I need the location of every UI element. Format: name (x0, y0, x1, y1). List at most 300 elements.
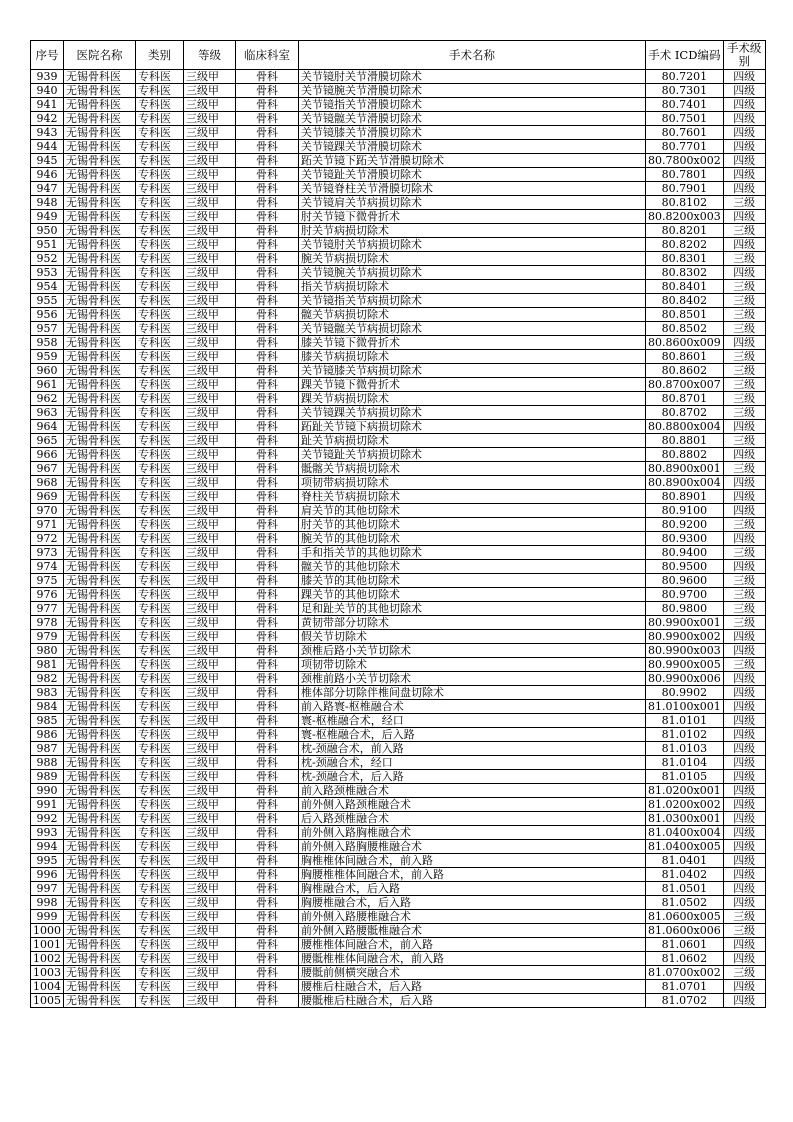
table-row (31, 252, 766, 266)
cell-no: 992 (31, 812, 64, 826)
table-row (31, 462, 766, 476)
cell-category: 专科医 (136, 448, 184, 462)
cell-no: 956 (31, 308, 64, 322)
cell-surgery-name: 腰骶椎后柱融合术，后入路 (299, 994, 646, 1008)
cell-hospital: 无锡骨科医 (64, 252, 136, 266)
cell-department: 骨科 (236, 308, 299, 322)
table-row (31, 476, 766, 490)
cell-level: 三级甲 (184, 714, 236, 728)
cell-level: 三级甲 (184, 952, 236, 966)
cell-icd-code: 80.8900x004 (646, 476, 724, 490)
cell-grade: 四级 (723, 84, 765, 98)
cell-no: 973 (31, 546, 64, 560)
cell-department: 骨科 (236, 938, 299, 952)
cell-level: 三级甲 (184, 616, 236, 630)
cell-hospital: 无锡骨科医 (64, 84, 136, 98)
cell-level: 三级甲 (184, 98, 236, 112)
header-level: 等级 (184, 41, 236, 70)
cell-icd-code: 81.0700x002 (646, 966, 724, 980)
cell-grade: 四级 (723, 266, 765, 280)
cell-icd-code: 81.0702 (646, 994, 724, 1008)
cell-icd-code: 80.9902 (646, 686, 724, 700)
cell-no: 979 (31, 630, 64, 644)
cell-no: 942 (31, 112, 64, 126)
cell-icd-code: 80.8601 (646, 350, 724, 364)
cell-hospital: 无锡骨科医 (64, 560, 136, 574)
cell-grade: 三级 (723, 378, 765, 392)
cell-icd-code: 80.7701 (646, 140, 724, 154)
cell-surgery-name: 踝关节的其他切除术 (299, 588, 646, 602)
cell-surgery-name: 胸腰椎椎体间融合术，前入路 (299, 868, 646, 882)
cell-surgery-name: 关节镜踝关节病损切除术 (299, 406, 646, 420)
table-row (31, 700, 766, 714)
cell-level: 三级甲 (184, 728, 236, 742)
cell-category: 专科医 (136, 378, 184, 392)
cell-department: 骨科 (236, 574, 299, 588)
cell-icd-code: 80.7800x002 (646, 154, 724, 168)
cell-no: 994 (31, 840, 64, 854)
cell-grade: 三级 (723, 364, 765, 378)
cell-department: 骨科 (236, 840, 299, 854)
table-row (31, 658, 766, 672)
cell-department: 骨科 (236, 140, 299, 154)
cell-icd-code: 80.8602 (646, 364, 724, 378)
cell-department: 骨科 (236, 714, 299, 728)
cell-department: 骨科 (236, 238, 299, 252)
cell-surgery-name: 关节镜踝关节滑膜切除术 (299, 140, 646, 154)
cell-level: 三级甲 (184, 252, 236, 266)
cell-department: 骨科 (236, 952, 299, 966)
cell-icd-code: 80.9400 (646, 546, 724, 560)
cell-category: 专科医 (136, 574, 184, 588)
cell-icd-code: 81.0400x005 (646, 840, 724, 854)
header-grade: 手术级别 (723, 41, 765, 70)
cell-icd-code: 80.9900x002 (646, 630, 724, 644)
cell-category: 专科医 (136, 686, 184, 700)
cell-surgery-name: 腰骶前侧横突融合术 (299, 966, 646, 980)
cell-category: 专科医 (136, 770, 184, 784)
cell-department: 骨科 (236, 266, 299, 280)
cell-hospital: 无锡骨科医 (64, 770, 136, 784)
cell-surgery-name: 骶髂关节病损切除术 (299, 462, 646, 476)
cell-hospital: 无锡骨科医 (64, 350, 136, 364)
table-row (31, 112, 766, 126)
cell-icd-code: 80.9500 (646, 560, 724, 574)
cell-surgery-name: 关节镜腕关节病损切除术 (299, 266, 646, 280)
cell-department: 骨科 (236, 84, 299, 98)
cell-hospital: 无锡骨科医 (64, 406, 136, 420)
cell-no: 1003 (31, 966, 64, 980)
cell-icd-code: 81.0401 (646, 854, 724, 868)
cell-level: 三级甲 (184, 812, 236, 826)
cell-hospital: 无锡骨科医 (64, 378, 136, 392)
table-row (31, 70, 766, 84)
cell-surgery-name: 胸椎椎体间融合术，前入路 (299, 854, 646, 868)
table-row (31, 392, 766, 406)
cell-level: 三级甲 (184, 798, 236, 812)
cell-surgery-name: 关节镜指关节滑膜切除术 (299, 98, 646, 112)
cell-grade: 三级 (723, 294, 765, 308)
cell-level: 三级甲 (184, 546, 236, 560)
cell-hospital: 无锡骨科医 (64, 826, 136, 840)
cell-category: 专科医 (136, 154, 184, 168)
cell-surgery-name: 颈椎前路小关节切除术 (299, 672, 646, 686)
cell-hospital: 无锡骨科医 (64, 840, 136, 854)
cell-no: 993 (31, 826, 64, 840)
table-row (31, 952, 766, 966)
cell-level: 三级甲 (184, 140, 236, 154)
cell-department: 骨科 (236, 546, 299, 560)
table-row (31, 364, 766, 378)
table-row (31, 574, 766, 588)
table-row (31, 980, 766, 994)
cell-no: 963 (31, 406, 64, 420)
cell-grade: 四级 (723, 154, 765, 168)
cell-surgery-name: 关节镜髋关节病损切除术 (299, 322, 646, 336)
cell-department: 骨科 (236, 322, 299, 336)
cell-surgery-name: 关节镜肘关节病损切除术 (299, 238, 646, 252)
cell-grade: 四级 (723, 238, 765, 252)
cell-department: 骨科 (236, 98, 299, 112)
table-row (31, 504, 766, 518)
header-hospital: 医院名称 (64, 41, 136, 70)
cell-hospital: 无锡骨科医 (64, 308, 136, 322)
cell-hospital: 无锡骨科医 (64, 588, 136, 602)
cell-department: 骨科 (236, 784, 299, 798)
cell-category: 专科医 (136, 112, 184, 126)
cell-surgery-name: 胸腰椎融合术，后入路 (299, 896, 646, 910)
cell-level: 三级甲 (184, 224, 236, 238)
cell-grade: 四级 (723, 868, 765, 882)
cell-level: 三级甲 (184, 322, 236, 336)
cell-no: 968 (31, 476, 64, 490)
cell-no: 969 (31, 490, 64, 504)
cell-icd-code: 81.0501 (646, 882, 724, 896)
cell-grade: 四级 (723, 952, 765, 966)
cell-category: 专科医 (136, 98, 184, 112)
cell-level: 三级甲 (184, 266, 236, 280)
cell-icd-code: 80.8200x003 (646, 210, 724, 224)
cell-department: 骨科 (236, 196, 299, 210)
cell-surgery-name: 指关节病损切除术 (299, 280, 646, 294)
cell-hospital: 无锡骨科医 (64, 630, 136, 644)
cell-category: 专科医 (136, 308, 184, 322)
cell-category: 专科医 (136, 196, 184, 210)
cell-no: 954 (31, 280, 64, 294)
table-row (31, 126, 766, 140)
cell-no: 1005 (31, 994, 64, 1008)
table-row (31, 308, 766, 322)
cell-grade: 四级 (723, 728, 765, 742)
cell-surgery-name: 关节镜膝关节病损切除术 (299, 364, 646, 378)
cell-level: 三级甲 (184, 560, 236, 574)
cell-icd-code: 80.8401 (646, 280, 724, 294)
surgery-table (30, 40, 766, 1008)
table-row (31, 672, 766, 686)
cell-icd-code: 81.0300x001 (646, 812, 724, 826)
cell-grade: 四级 (723, 756, 765, 770)
cell-icd-code: 80.8701 (646, 392, 724, 406)
cell-surgery-name: 项韧带病损切除术 (299, 476, 646, 490)
cell-category: 专科医 (136, 826, 184, 840)
cell-department: 骨科 (236, 966, 299, 980)
cell-category: 专科医 (136, 182, 184, 196)
cell-hospital: 无锡骨科医 (64, 784, 136, 798)
header-row (31, 41, 766, 70)
cell-no: 965 (31, 434, 64, 448)
table-row (31, 616, 766, 630)
cell-department: 骨科 (236, 154, 299, 168)
cell-hospital: 无锡骨科医 (64, 238, 136, 252)
cell-level: 三级甲 (184, 518, 236, 532)
cell-hospital: 无锡骨科医 (64, 910, 136, 924)
cell-grade: 四级 (723, 700, 765, 714)
cell-hospital: 无锡骨科医 (64, 952, 136, 966)
cell-grade: 四级 (723, 98, 765, 112)
cell-department: 骨科 (236, 882, 299, 896)
cell-no: 949 (31, 210, 64, 224)
cell-hospital: 无锡骨科医 (64, 616, 136, 630)
cell-department: 骨科 (236, 980, 299, 994)
cell-level: 三级甲 (184, 644, 236, 658)
cell-icd-code: 81.0105 (646, 770, 724, 784)
cell-surgery-name: 前外侧入路胸椎融合术 (299, 826, 646, 840)
cell-icd-code: 80.8600x009 (646, 336, 724, 350)
cell-surgery-name: 肘关节镜下微骨折术 (299, 210, 646, 224)
cell-hospital: 无锡骨科医 (64, 322, 136, 336)
cell-category: 专科医 (136, 420, 184, 434)
cell-no: 978 (31, 616, 64, 630)
cell-department: 骨科 (236, 532, 299, 546)
cell-hospital: 无锡骨科医 (64, 224, 136, 238)
cell-category: 专科医 (136, 364, 184, 378)
cell-category: 专科医 (136, 700, 184, 714)
cell-grade: 四级 (723, 210, 765, 224)
cell-hospital: 无锡骨科医 (64, 476, 136, 490)
cell-level: 三级甲 (184, 910, 236, 924)
cell-category: 专科医 (136, 784, 184, 798)
cell-department: 骨科 (236, 826, 299, 840)
cell-level: 三级甲 (184, 868, 236, 882)
cell-category: 专科医 (136, 294, 184, 308)
cell-no: 970 (31, 504, 64, 518)
cell-icd-code: 80.8900x001 (646, 462, 724, 476)
cell-hospital: 无锡骨科医 (64, 266, 136, 280)
cell-level: 三级甲 (184, 336, 236, 350)
cell-grade: 四级 (723, 994, 765, 1008)
cell-no: 999 (31, 910, 64, 924)
cell-level: 三级甲 (184, 742, 236, 756)
cell-icd-code: 81.0601 (646, 938, 724, 952)
cell-hospital: 无锡骨科医 (64, 504, 136, 518)
cell-level: 三级甲 (184, 476, 236, 490)
cell-no: 950 (31, 224, 64, 238)
cell-department: 骨科 (236, 518, 299, 532)
cell-hospital: 无锡骨科医 (64, 994, 136, 1008)
cell-no: 971 (31, 518, 64, 532)
table-row (31, 224, 766, 238)
table-row (31, 602, 766, 616)
cell-grade: 四级 (723, 882, 765, 896)
table-row (31, 910, 766, 924)
cell-category: 专科医 (136, 658, 184, 672)
cell-hospital: 无锡骨科医 (64, 700, 136, 714)
cell-surgery-name: 寰-枢椎融合术，后入路 (299, 728, 646, 742)
table-row (31, 840, 766, 854)
cell-hospital: 无锡骨科医 (64, 280, 136, 294)
cell-no: 959 (31, 350, 64, 364)
cell-no: 982 (31, 672, 64, 686)
cell-level: 三级甲 (184, 434, 236, 448)
cell-category: 专科医 (136, 672, 184, 686)
cell-category: 专科医 (136, 994, 184, 1008)
table-row (31, 280, 766, 294)
cell-department: 骨科 (236, 896, 299, 910)
cell-grade: 三级 (723, 574, 765, 588)
cell-surgery-name: 膝关节的其他切除术 (299, 574, 646, 588)
cell-level: 三级甲 (184, 378, 236, 392)
cell-level: 三级甲 (184, 70, 236, 84)
cell-no: 941 (31, 98, 64, 112)
cell-no: 952 (31, 252, 64, 266)
table-row (31, 630, 766, 644)
cell-grade: 三级 (723, 966, 765, 980)
table-row (31, 350, 766, 364)
cell-surgery-name: 肩关节的其他切除术 (299, 504, 646, 518)
cell-grade: 四级 (723, 798, 765, 812)
cell-category: 专科医 (136, 714, 184, 728)
cell-department: 骨科 (236, 798, 299, 812)
cell-level: 三级甲 (184, 672, 236, 686)
cell-surgery-name: 髋关节病损切除术 (299, 308, 646, 322)
cell-category: 专科医 (136, 322, 184, 336)
table-body (31, 70, 766, 1008)
cell-icd-code: 80.8302 (646, 266, 724, 280)
cell-grade: 三级 (723, 392, 765, 406)
cell-level: 三级甲 (184, 994, 236, 1008)
cell-level: 三级甲 (184, 770, 236, 784)
cell-icd-code: 81.0701 (646, 980, 724, 994)
cell-icd-code: 80.8502 (646, 322, 724, 336)
cell-icd-code: 81.0400x004 (646, 826, 724, 840)
cell-category: 专科医 (136, 924, 184, 938)
cell-hospital: 无锡骨科医 (64, 336, 136, 350)
cell-surgery-name: 手和指关节的其他切除术 (299, 546, 646, 560)
cell-hospital: 无锡骨科医 (64, 196, 136, 210)
cell-grade: 三级 (723, 616, 765, 630)
table-row (31, 84, 766, 98)
header-icd-code: 手术 ICD编码 (646, 41, 724, 70)
cell-surgery-name: 肘关节病损切除术 (299, 224, 646, 238)
cell-icd-code: 81.0104 (646, 756, 724, 770)
cell-level: 三级甲 (184, 210, 236, 224)
cell-level: 三级甲 (184, 350, 236, 364)
cell-surgery-name: 关节镜指关节病损切除术 (299, 294, 646, 308)
cell-grade: 四级 (723, 854, 765, 868)
cell-hospital: 无锡骨科医 (64, 182, 136, 196)
cell-category: 专科医 (136, 896, 184, 910)
cell-department: 骨科 (236, 742, 299, 756)
cell-no: 1000 (31, 924, 64, 938)
cell-department: 骨科 (236, 182, 299, 196)
cell-no: 946 (31, 168, 64, 182)
cell-surgery-name: 前入路颈椎融合术 (299, 784, 646, 798)
cell-level: 三级甲 (184, 182, 236, 196)
cell-grade: 四级 (723, 490, 765, 504)
cell-level: 三级甲 (184, 420, 236, 434)
cell-grade: 四级 (723, 630, 765, 644)
cell-department: 骨科 (236, 210, 299, 224)
cell-grade: 三级 (723, 224, 765, 238)
cell-icd-code: 81.0200x001 (646, 784, 724, 798)
cell-category: 专科医 (136, 966, 184, 980)
cell-icd-code: 81.0600x005 (646, 910, 724, 924)
cell-icd-code: 80.8800x004 (646, 420, 724, 434)
cell-surgery-name: 枕-颈融合术，后入路 (299, 770, 646, 784)
cell-grade: 三级 (723, 196, 765, 210)
cell-level: 三级甲 (184, 980, 236, 994)
cell-department: 骨科 (236, 280, 299, 294)
cell-hospital: 无锡骨科医 (64, 686, 136, 700)
cell-department: 骨科 (236, 644, 299, 658)
cell-hospital: 无锡骨科医 (64, 812, 136, 826)
table-row (31, 168, 766, 182)
cell-department: 骨科 (236, 336, 299, 350)
cell-category: 专科医 (136, 728, 184, 742)
cell-icd-code: 80.7301 (646, 84, 724, 98)
cell-department: 骨科 (236, 392, 299, 406)
cell-hospital: 无锡骨科医 (64, 868, 136, 882)
cell-hospital: 无锡骨科医 (64, 714, 136, 728)
cell-grade: 四级 (723, 504, 765, 518)
cell-grade: 三级 (723, 546, 765, 560)
cell-department: 骨科 (236, 602, 299, 616)
table-row (31, 420, 766, 434)
cell-icd-code: 80.8501 (646, 308, 724, 322)
cell-level: 三级甲 (184, 700, 236, 714)
cell-category: 专科医 (136, 868, 184, 882)
cell-no: 966 (31, 448, 64, 462)
cell-level: 三级甲 (184, 392, 236, 406)
cell-hospital: 无锡骨科医 (64, 168, 136, 182)
cell-hospital: 无锡骨科医 (64, 490, 136, 504)
cell-department: 骨科 (236, 672, 299, 686)
cell-icd-code: 81.0402 (646, 868, 724, 882)
cell-icd-code: 80.9900x003 (646, 644, 724, 658)
cell-hospital: 无锡骨科医 (64, 364, 136, 378)
cell-hospital: 无锡骨科医 (64, 294, 136, 308)
cell-surgery-name: 脊柱关节病损切除术 (299, 490, 646, 504)
cell-category: 专科医 (136, 350, 184, 364)
cell-grade: 四级 (723, 714, 765, 728)
cell-icd-code: 80.9900x005 (646, 658, 724, 672)
cell-category: 专科医 (136, 392, 184, 406)
table-row (31, 756, 766, 770)
cell-category: 专科医 (136, 406, 184, 420)
cell-no: 995 (31, 854, 64, 868)
cell-grade: 四级 (723, 826, 765, 840)
cell-no: 988 (31, 756, 64, 770)
cell-surgery-name: 寰-枢椎融合术，经口 (299, 714, 646, 728)
cell-hospital: 无锡骨科医 (64, 518, 136, 532)
cell-grade: 三级 (723, 434, 765, 448)
cell-no: 939 (31, 70, 64, 84)
cell-surgery-name: 腕关节的其他切除术 (299, 532, 646, 546)
cell-grade: 四级 (723, 140, 765, 154)
cell-no: 997 (31, 882, 64, 896)
cell-hospital: 无锡骨科医 (64, 882, 136, 896)
table-row (31, 966, 766, 980)
